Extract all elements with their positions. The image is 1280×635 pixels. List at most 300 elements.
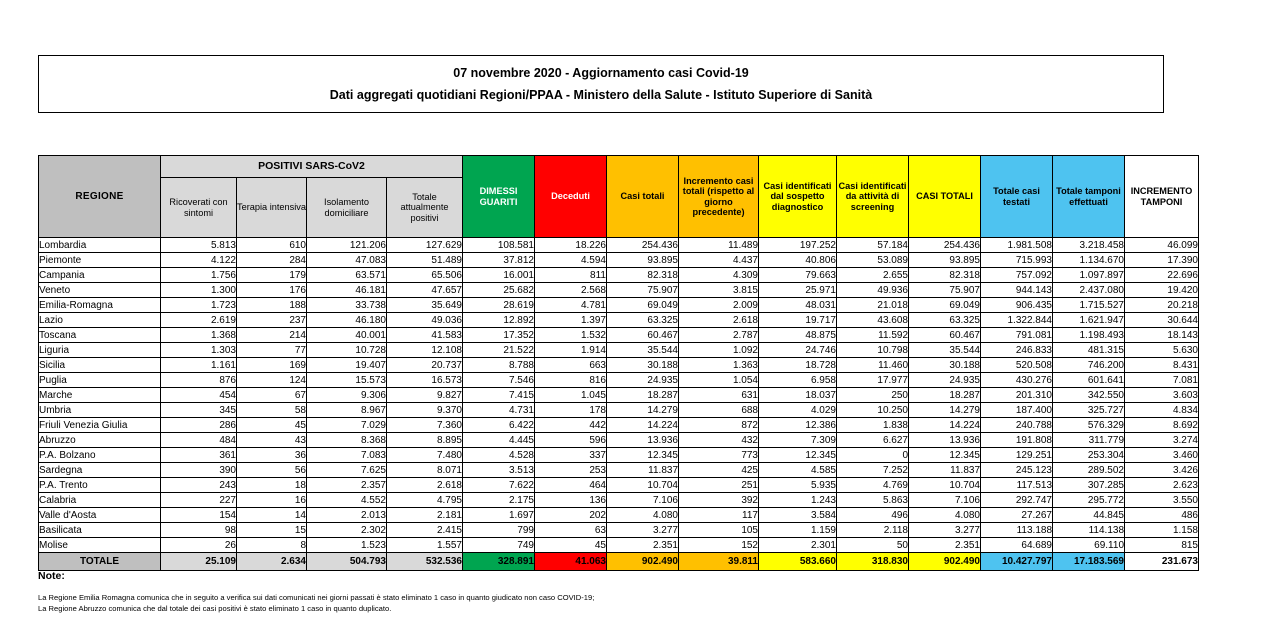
- cell-region: Molise: [39, 538, 161, 553]
- notes-title: Note:: [38, 570, 65, 582]
- cell-value: 3.460: [1125, 448, 1199, 463]
- cell-value: 56: [237, 463, 307, 478]
- cell-value: 631: [679, 388, 759, 403]
- cell-value: 67: [237, 388, 307, 403]
- total-cell: 902.490: [607, 553, 679, 571]
- cell-value: 4.795: [387, 493, 463, 508]
- cell-region: Veneto: [39, 283, 161, 298]
- cell-value: 4.309: [679, 268, 759, 283]
- cell-value: 22.696: [1125, 268, 1199, 283]
- cell-region: Emilia-Romagna: [39, 298, 161, 313]
- cell-value: 7.625: [307, 463, 387, 478]
- cell-value: 197.252: [759, 238, 837, 253]
- cell-value: 325.727: [1053, 403, 1125, 418]
- cell-value: 8: [237, 538, 307, 553]
- cell-value: 240.788: [981, 418, 1053, 433]
- cell-value: 9.827: [387, 388, 463, 403]
- cell-value: 245.123: [981, 463, 1053, 478]
- cell-value: 75.907: [607, 283, 679, 298]
- table-row: [39, 253, 1199, 268]
- cell-value: 28.619: [463, 298, 535, 313]
- cell-value: 4.834: [1125, 403, 1199, 418]
- cell-value: 48.875: [759, 328, 837, 343]
- cell-value: 11.837: [909, 463, 981, 478]
- cell-value: 60.467: [909, 328, 981, 343]
- cell-region: Calabria: [39, 493, 161, 508]
- cell-value: 815: [1125, 538, 1199, 553]
- cell-value: 4.731: [463, 403, 535, 418]
- cell-value: 202: [535, 508, 607, 523]
- cell-value: 442: [535, 418, 607, 433]
- cell-value: 1.756: [161, 268, 237, 283]
- cell-value: 27.267: [981, 508, 1053, 523]
- cell-value: 179: [237, 268, 307, 283]
- cell-value: 12.386: [759, 418, 837, 433]
- cell-value: 43: [237, 433, 307, 448]
- cell-value: 757.092: [981, 268, 1053, 283]
- cell-value: 237: [237, 313, 307, 328]
- cell-value: 799: [463, 523, 535, 538]
- cell-value: 1.097.897: [1053, 268, 1125, 283]
- cell-value: 3.277: [607, 523, 679, 538]
- cell-value: 57.184: [837, 238, 909, 253]
- cell-value: 17.390: [1125, 253, 1199, 268]
- cell-value: 169: [237, 358, 307, 373]
- col-header-casi-totali: Casi totali: [607, 156, 679, 238]
- cell-value: 188: [237, 298, 307, 313]
- cell-value: 663: [535, 358, 607, 373]
- cell-value: 46.181: [307, 283, 387, 298]
- cell-value: 1.697: [463, 508, 535, 523]
- cell-value: 811: [535, 268, 607, 283]
- cell-value: 7.252: [837, 463, 909, 478]
- col-header-region: REGIONE: [39, 156, 161, 238]
- cell-value: 2.351: [909, 538, 981, 553]
- cell-region: Liguria: [39, 343, 161, 358]
- cell-value: 1.523: [307, 538, 387, 553]
- cell-value: 4.585: [759, 463, 837, 478]
- cell-value: 45: [237, 418, 307, 433]
- cell-value: 7.480: [387, 448, 463, 463]
- cell-value: 18.226: [535, 238, 607, 253]
- cell-value: 6.422: [463, 418, 535, 433]
- cell-value: 20.218: [1125, 298, 1199, 313]
- cell-value: 1.161: [161, 358, 237, 373]
- cell-value: 24.746: [759, 343, 837, 358]
- cell-value: 2.302: [307, 523, 387, 538]
- cell-value: 227: [161, 493, 237, 508]
- cell-value: 47.657: [387, 283, 463, 298]
- cell-value: 152: [679, 538, 759, 553]
- cell-value: 1.322.844: [981, 313, 1053, 328]
- cell-value: 30.188: [607, 358, 679, 373]
- cell-value: 3.277: [909, 523, 981, 538]
- total-cell: 328.891: [463, 553, 535, 571]
- cell-value: 1.054: [679, 373, 759, 388]
- report-title-date: 07 novembre 2020 - Aggiornamento casi Covid-19: [453, 66, 749, 80]
- cell-value: 4.445: [463, 433, 535, 448]
- cell-value: 7.622: [463, 478, 535, 493]
- cell-value: 4.781: [535, 298, 607, 313]
- cell-region: P.A. Bolzano: [39, 448, 161, 463]
- cell-value: 8.895: [387, 433, 463, 448]
- total-cell: 902.490: [909, 553, 981, 571]
- cell-value: 19.717: [759, 313, 837, 328]
- cell-value: 108.581: [463, 238, 535, 253]
- col-header-dimessi-guariti: DIMESSI GUARITI: [463, 156, 535, 238]
- cell-region: Valle d'Aosta: [39, 508, 161, 523]
- cell-value: 791.081: [981, 328, 1053, 343]
- table-row: [39, 538, 1199, 553]
- cell-value: 7.106: [607, 493, 679, 508]
- cell-value: 191.808: [981, 433, 1053, 448]
- total-label: TOTALE: [39, 553, 161, 571]
- cell-value: 5.935: [759, 478, 837, 493]
- cell-value: 6.958: [759, 373, 837, 388]
- cell-value: 201.310: [981, 388, 1053, 403]
- cell-region: Sardegna: [39, 463, 161, 478]
- cell-value: 4.437: [679, 253, 759, 268]
- table-row: [39, 448, 1199, 463]
- cell-value: 876: [161, 373, 237, 388]
- cell-value: 214: [237, 328, 307, 343]
- cell-value: 1.303: [161, 343, 237, 358]
- cell-value: 2.568: [535, 283, 607, 298]
- cell-value: 246.833: [981, 343, 1053, 358]
- cell-value: 30.188: [909, 358, 981, 373]
- cell-value: 392: [679, 493, 759, 508]
- cell-value: 1.981.508: [981, 238, 1053, 253]
- table-row: [39, 238, 1199, 253]
- cell-value: 35.649: [387, 298, 463, 313]
- total-cell: 2.634: [237, 553, 307, 571]
- cell-value: 51.489: [387, 253, 463, 268]
- cell-value: 41.583: [387, 328, 463, 343]
- cell-value: 117: [679, 508, 759, 523]
- cell-value: 7.415: [463, 388, 535, 403]
- cell-value: 1.092: [679, 343, 759, 358]
- cell-value: 4.080: [909, 508, 981, 523]
- col-header-terapia-intensiva: Terapia intensiva: [237, 178, 307, 238]
- total-cell: 17.183.569: [1053, 553, 1125, 571]
- cell-value: 10.704: [607, 478, 679, 493]
- cell-value: 113.188: [981, 523, 1053, 538]
- cell-value: 496: [837, 508, 909, 523]
- cell-value: 16.573: [387, 373, 463, 388]
- cell-value: 124: [237, 373, 307, 388]
- cell-value: 37.812: [463, 253, 535, 268]
- cell-value: 26: [161, 538, 237, 553]
- table-row-totale: [39, 553, 1199, 571]
- cell-value: 2.618: [387, 478, 463, 493]
- cell-value: 48.031: [759, 298, 837, 313]
- cell-value: 425: [679, 463, 759, 478]
- cell-value: 286: [161, 418, 237, 433]
- total-cell: 318.830: [837, 553, 909, 571]
- cell-value: 3.426: [1125, 463, 1199, 478]
- notes-section: [38, 570, 1138, 614]
- cell-value: 8.431: [1125, 358, 1199, 373]
- cell-value: 6.627: [837, 433, 909, 448]
- cell-value: 82.318: [909, 268, 981, 283]
- cell-value: 187.400: [981, 403, 1053, 418]
- cell-value: 75.907: [909, 283, 981, 298]
- table-body: [39, 238, 1199, 553]
- cell-value: 16.001: [463, 268, 535, 283]
- cell-value: 15.573: [307, 373, 387, 388]
- cell-value: 7.081: [1125, 373, 1199, 388]
- cell-value: 25.971: [759, 283, 837, 298]
- cell-value: 49.036: [387, 313, 463, 328]
- cell-value: 63.325: [607, 313, 679, 328]
- total-cell: 10.427.797: [981, 553, 1053, 571]
- cell-value: 944.143: [981, 283, 1053, 298]
- cell-value: 12.892: [463, 313, 535, 328]
- table-row: [39, 463, 1199, 478]
- table-row: [39, 373, 1199, 388]
- cell-value: 18.037: [759, 388, 837, 403]
- cell-value: 5.863: [837, 493, 909, 508]
- cell-value: 430.276: [981, 373, 1053, 388]
- cell-value: 2.437.080: [1053, 283, 1125, 298]
- cell-value: 1.715.527: [1053, 298, 1125, 313]
- cell-value: 13.936: [909, 433, 981, 448]
- cell-value: 1.723: [161, 298, 237, 313]
- cell-region: Lombardia: [39, 238, 161, 253]
- cell-value: 4.552: [307, 493, 387, 508]
- cell-value: 60.467: [607, 328, 679, 343]
- total-cell: 39.811: [679, 553, 759, 571]
- cell-value: 40.806: [759, 253, 837, 268]
- cell-value: 464: [535, 478, 607, 493]
- table-row: [39, 358, 1199, 373]
- cell-value: 21.018: [837, 298, 909, 313]
- cell-value: 1.368: [161, 328, 237, 343]
- cell-value: 3.584: [759, 508, 837, 523]
- cell-value: 136: [535, 493, 607, 508]
- cell-value: 773: [679, 448, 759, 463]
- col-header-totale-tamponi: Totale tamponi effettuati: [1053, 156, 1125, 238]
- note-line-1: La Regione Emilia Romagna comunica che in seguito a verifica sui dati comunicati nei giorni passati è stato eliminato 1 caso in quanto giudicato non caso COVID-19;: [38, 593, 595, 602]
- cell-value: 3.550: [1125, 493, 1199, 508]
- col-header-isolamento-domiciliare: Isolamento domiciliare: [307, 178, 387, 238]
- cell-value: 21.522: [463, 343, 535, 358]
- cell-value: 1.397: [535, 313, 607, 328]
- cell-value: 576.329: [1053, 418, 1125, 433]
- cell-value: 7.083: [307, 448, 387, 463]
- cell-value: 8.071: [387, 463, 463, 478]
- cell-value: 8.692: [1125, 418, 1199, 433]
- cell-value: 816: [535, 373, 607, 388]
- col-header-casi-sospetto-diagnostico: Casi identificati dal sospetto diagnostico: [759, 156, 837, 238]
- cell-region: Toscana: [39, 328, 161, 343]
- cell-value: 610: [237, 238, 307, 253]
- cell-region: Campania: [39, 268, 161, 283]
- cell-region: Puglia: [39, 373, 161, 388]
- report-title-source: Dati aggregati quotidiani Regioni/PPAA - Ministero della Salute - Istituto Superiore di Sanità: [329, 88, 873, 102]
- cell-value: 1.198.493: [1053, 328, 1125, 343]
- cell-value: 10.798: [837, 343, 909, 358]
- total-cell: 41.063: [535, 553, 607, 571]
- cell-value: 20.737: [387, 358, 463, 373]
- total-cell: 231.673: [1125, 553, 1199, 571]
- cell-value: 93.895: [607, 253, 679, 268]
- table-row: [39, 298, 1199, 313]
- cell-value: 25.682: [463, 283, 535, 298]
- cell-region: Umbria: [39, 403, 161, 418]
- cell-value: 3.218.458: [1053, 238, 1125, 253]
- cell-value: 254.436: [909, 238, 981, 253]
- cell-region: Piemonte: [39, 253, 161, 268]
- cell-value: 11.460: [837, 358, 909, 373]
- cell-value: 46.180: [307, 313, 387, 328]
- cell-value: 12.108: [387, 343, 463, 358]
- table-row: [39, 328, 1199, 343]
- cell-value: 2.415: [387, 523, 463, 538]
- cell-value: 15: [237, 523, 307, 538]
- cell-value: 24.935: [607, 373, 679, 388]
- covid-data-table: [38, 155, 1199, 571]
- table-footer: [39, 553, 1199, 571]
- cell-region: Basilicata: [39, 523, 161, 538]
- note-line-2: La Regione Abruzzo comunica che dal totale dei casi positivi è stato eliminato 1 caso in quanto duplicato.: [38, 604, 392, 613]
- cell-value: 2.655: [837, 268, 909, 283]
- cell-value: 9.370: [387, 403, 463, 418]
- cell-value: 872: [679, 418, 759, 433]
- cell-value: 2.618: [679, 313, 759, 328]
- col-header-deceduti: Deceduti: [535, 156, 607, 238]
- table-row: [39, 433, 1199, 448]
- cell-value: 14.279: [909, 403, 981, 418]
- cell-value: 8.368: [307, 433, 387, 448]
- cell-value: 307.285: [1053, 478, 1125, 493]
- cell-value: 284: [237, 253, 307, 268]
- col-group-header-positivi: POSITIVI SARS-CoV2: [161, 156, 463, 178]
- cell-value: 432: [679, 433, 759, 448]
- cell-value: 2.619: [161, 313, 237, 328]
- cell-value: 4.122: [161, 253, 237, 268]
- cell-value: 4.029: [759, 403, 837, 418]
- cell-value: 11.837: [607, 463, 679, 478]
- cell-value: 19.420: [1125, 283, 1199, 298]
- cell-value: 14.279: [607, 403, 679, 418]
- cell-value: 13.936: [607, 433, 679, 448]
- cell-value: 43.608: [837, 313, 909, 328]
- cell-value: 7.546: [463, 373, 535, 388]
- cell-value: 93.895: [909, 253, 981, 268]
- cell-region: Sicilia: [39, 358, 161, 373]
- cell-value: 454: [161, 388, 237, 403]
- cell-region: Marche: [39, 388, 161, 403]
- cell-value: 486: [1125, 508, 1199, 523]
- cell-value: 1.363: [679, 358, 759, 373]
- cell-value: 2.181: [387, 508, 463, 523]
- cell-value: 47.083: [307, 253, 387, 268]
- table-row: [39, 388, 1199, 403]
- cell-value: 127.629: [387, 238, 463, 253]
- cell-value: 251: [679, 478, 759, 493]
- cell-value: 253.304: [1053, 448, 1125, 463]
- cell-value: 12.345: [759, 448, 837, 463]
- cell-value: 46.099: [1125, 238, 1199, 253]
- cell-value: 17.977: [837, 373, 909, 388]
- cell-value: 176: [237, 283, 307, 298]
- cell-value: 82.318: [607, 268, 679, 283]
- table-row: [39, 403, 1199, 418]
- cell-region: Abruzzo: [39, 433, 161, 448]
- cell-value: 906.435: [981, 298, 1053, 313]
- cell-region: Lazio: [39, 313, 161, 328]
- cell-value: 178: [535, 403, 607, 418]
- cell-value: 79.663: [759, 268, 837, 283]
- cell-value: 7.360: [387, 418, 463, 433]
- cell-value: 11.489: [679, 238, 759, 253]
- cell-value: 289.502: [1053, 463, 1125, 478]
- cell-value: 1.300: [161, 283, 237, 298]
- cell-region: Friuli Venezia Giulia: [39, 418, 161, 433]
- cell-value: 63: [535, 523, 607, 538]
- cell-value: 2.013: [307, 508, 387, 523]
- cell-value: 1.914: [535, 343, 607, 358]
- cell-value: 7.029: [307, 418, 387, 433]
- cell-value: 14.224: [909, 418, 981, 433]
- col-header-incremento-casi-totali: Incremento casi totali (rispetto al giorno precedente): [679, 156, 759, 238]
- cell-value: 121.206: [307, 238, 387, 253]
- cell-value: 129.251: [981, 448, 1053, 463]
- cell-value: 2.175: [463, 493, 535, 508]
- col-header-totale-casi-testati: Totale casi testati: [981, 156, 1053, 238]
- cell-value: 292.747: [981, 493, 1053, 508]
- cell-value: 9.306: [307, 388, 387, 403]
- cell-value: 5.630: [1125, 343, 1199, 358]
- cell-value: 715.993: [981, 253, 1053, 268]
- table-row: [39, 418, 1199, 433]
- cell-value: 2.623: [1125, 478, 1199, 493]
- cell-value: 481.315: [1053, 343, 1125, 358]
- cell-value: 36: [237, 448, 307, 463]
- cell-value: 24.935: [909, 373, 981, 388]
- cell-value: 2.118: [837, 523, 909, 538]
- cell-value: 3.603: [1125, 388, 1199, 403]
- cell-value: 45: [535, 538, 607, 553]
- cell-value: 1.838: [837, 418, 909, 433]
- cell-value: 19.407: [307, 358, 387, 373]
- cell-value: 311.779: [1053, 433, 1125, 448]
- cell-value: 16: [237, 493, 307, 508]
- cell-value: 520.508: [981, 358, 1053, 373]
- cell-value: 12.345: [909, 448, 981, 463]
- total-cell: 504.793: [307, 553, 387, 571]
- cell-region: P.A. Trento: [39, 478, 161, 493]
- table-row: [39, 508, 1199, 523]
- col-header-totale-attualmente-positivi: Totale attualmente positivi: [387, 178, 463, 238]
- cell-value: 18.287: [909, 388, 981, 403]
- table-row: [39, 283, 1199, 298]
- cell-value: 18.728: [759, 358, 837, 373]
- cell-value: 1.557: [387, 538, 463, 553]
- cell-value: 53.089: [837, 253, 909, 268]
- cell-value: 0: [837, 448, 909, 463]
- cell-value: 3.513: [463, 463, 535, 478]
- cell-value: 1.045: [535, 388, 607, 403]
- cell-value: 18.143: [1125, 328, 1199, 343]
- cell-value: 3.815: [679, 283, 759, 298]
- cell-value: 30.644: [1125, 313, 1199, 328]
- cell-value: 345: [161, 403, 237, 418]
- cell-value: 3.274: [1125, 433, 1199, 448]
- cell-value: 2.787: [679, 328, 759, 343]
- col-header-ricoverati-sintomi: Ricoverati con sintomi: [161, 178, 237, 238]
